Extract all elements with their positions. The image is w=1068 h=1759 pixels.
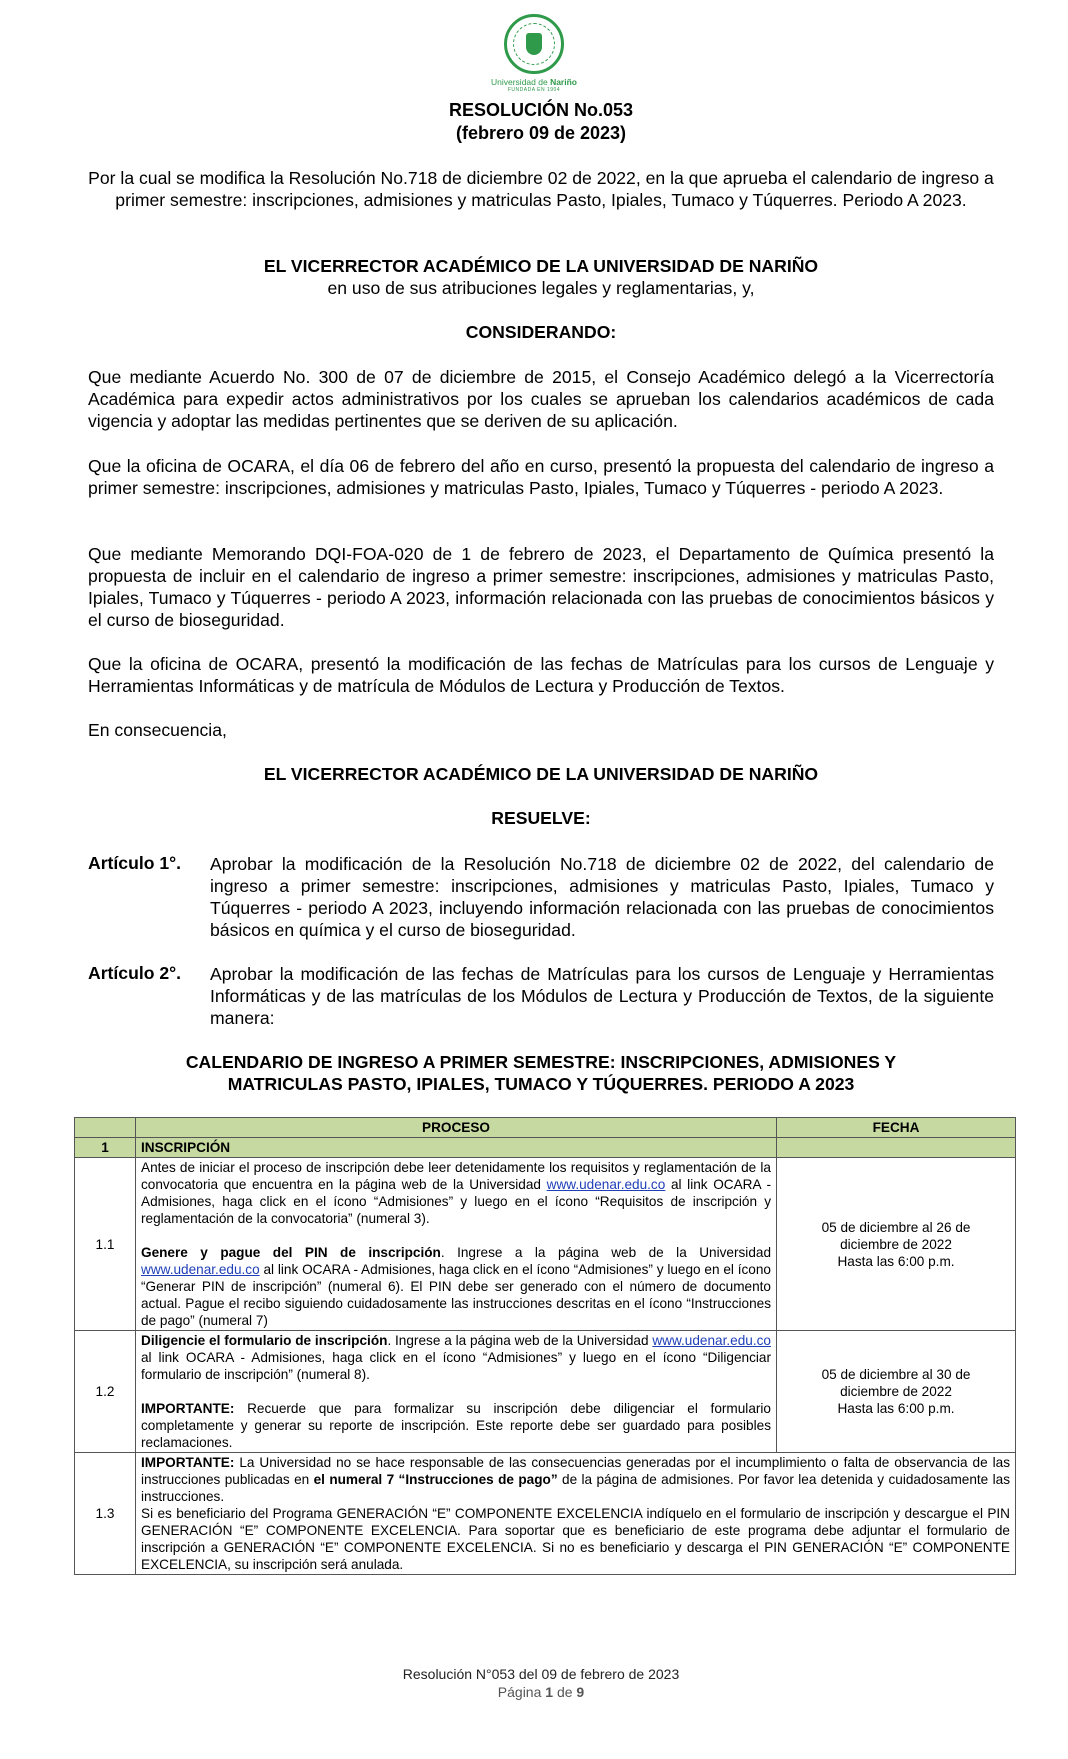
article-1-label: Artículo 1°. [88, 853, 182, 873]
table-row [75, 1331, 1016, 1453]
considerando-paragraph-4: Que la oficina de OCARA, presentó la modificación de las fechas de Matrículas para los cursos de Lenguaje y Herramientas Informáticas y de matrícula de Módulos de Lectura y Producción de Textos. [88, 654, 994, 696]
section-row [75, 1138, 1016, 1158]
article-2-label: Artículo 2°. [88, 963, 182, 983]
authority-title: EL VICERRECTOR ACADÉMICO DE LA UNIVERSIDAD DE NARIÑO [263, 256, 819, 276]
column-header-fecha: FECHA [777, 1118, 1016, 1138]
considerando-paragraph-1: Que mediante Acuerdo No. 300 de 07 de diciembre de 2015, el Consejo Académico delegó a la Vicerrectoría Académica para expedir actos administrativos por los cuales se aprueban los calendarios académicos de cada vigencia y adoptar las medidas pertinentes que se deriven de su aplicación. [88, 367, 994, 431]
udenar-link[interactable]: www.udenar.edu.co [652, 1333, 771, 1348]
considerando-paragraph-2: Que la oficina de OCARA, el día 06 de febrero del año en curso, presentó la propuesta del calendario de ingreso a primer semestre: inscripciones, admisiones y matriculas Pasto, Ipiales, Tumaco y Túquerres - periodo A 2023. [88, 456, 994, 498]
row-process: Antes de iniciar el proceso de inscripción debe leer detenidamente los requisitos y reglamentación de la convocatoria que encuentra en la página web de la Universidad www.udenar.edu.co al link OCARA - Admisiones, haga click en el ícono “Admisiones” y luego en el ícono “Requisitos de inscripción y reglamentación de la convocatoria” (numeral 3). Genere y pague del PIN de inscripción. Ingrese a la página web de la Universidad www.udenar.edu.co al link OCARA - Admisiones, haga click en el ícono “Admisiones” y luego en el ícono “Generar PIN de inscripción” (numeral 6). El PIN debe ser generado con el número de documento actual. Pague el recibo siguiendo cuidadosamente las instrucciones descritas en el ícono “Instrucciones de pago” (numeral 7) [136, 1158, 777, 1331]
considerando-heading: CONSIDERANDO: [465, 322, 617, 342]
authority-subtitle: en uso de sus atribuciones legales y reglamentarias, y, [327, 278, 755, 298]
row-process: Diligencie el formulario de inscripción. Ingrese a la página web de la Universidad www.udenar.edu.co al link OCARA - Admisiones, haga click en el ícono “Admisiones” y luego en el ícono “Diligenciar formulario de inscripción” (numeral 8). IMPORTANTE: Recuerde que para formalizar su inscripción debe diligenciar el formulario completamente y generar su reporte de inscripción. Este reporte debe ser guardado para posibles reclamaciones. [136, 1331, 777, 1453]
footer-page-number: Página 1 de 9 [497, 1684, 585, 1700]
article-2-text: Aprobar la modificación de las fechas de Matrículas para los cursos de Lenguaje y Herramientas Informáticas y de las matrículas de los Módulos de Lectura y Producción de Textos, de la siguiente manera: [210, 964, 994, 1028]
row-date: 05 de diciembre al 30 de diciembre de 2022 Hasta las 6:00 p.m. [777, 1331, 1016, 1453]
row-number: 1.2 [75, 1331, 136, 1453]
section-number: 1 [75, 1138, 136, 1158]
row-number: 1.3 [75, 1453, 136, 1575]
column-header-proceso: PROCESO [136, 1118, 777, 1138]
resolution-summary: Por la cual se modifica la Resolución No.718 de diciembre 02 de 2022, en la que aprueba el calendario de ingreso a primer semestre: inscripciones, admisiones y matriculas Pasto, Ipiales, Tumaco y Túquerres. Periodo A 2023. [88, 168, 994, 210]
considerando-paragraph-5: En consecuencia, [88, 720, 227, 740]
table-row [75, 1453, 1016, 1575]
row-process: IMPORTANTE: La Universidad no se hace responsable de las consecuencias generadas por el incumplimiento o falta de observancia de las instrucciones publicadas en el numeral 7 “Instrucciones de pago” de la página de admisiones. Por favor lea detenida y cuidadosamente las instrucciones. Si es beneficiario del Programa GENERACIÓN “E” COMPONENTE EXCELENCIA indíquelo en el formulario de inscripción y descargue el PIN GENERACIÓN “E” COMPONENTE EXCELENCIA. Para soportar que es beneficiario de este programa debe adjuntar el formulario de inscripción a GENERACIÓN “E” COMPONENTE EXCELENCIA. Si no es beneficiario y descarga el PIN GENERACIÓN “E” COMPONENTE EXCELENCIA, su inscripción será anulada. [136, 1453, 1016, 1575]
calendar-title: CALENDARIO DE INGRESO A PRIMER SEMESTRE: INSCRIPCIONES, ADMISIONES Y MATRICULAS PASTO, IPIALES, TUMACO Y TÚQUERRES. PERIODO A 2023 [185, 1052, 897, 1094]
udenar-link[interactable]: www.udenar.edu.co [141, 1262, 260, 1277]
row-number: 1.1 [75, 1158, 136, 1331]
university-seal-icon [504, 14, 564, 74]
university-logo [491, 14, 577, 93]
table-row [75, 1158, 1016, 1331]
resuelve-authority: EL VICERRECTOR ACADÉMICO DE LA UNIVERSIDAD DE NARIÑO [263, 764, 819, 784]
logo-subtitle: FUNDADA EN 1904 [507, 87, 561, 93]
section-label: INSCRIPCIÓN [136, 1138, 777, 1158]
resolution-date: (febrero 09 de 2023) [455, 123, 627, 143]
considerando-paragraph-3: Que mediante Memorando DQI-FOA-020 de 1 de febrero de 2023, el Departamento de Química presentó la propuesta de incluir en el calendario de ingreso a primer semestre: inscripciones, admisiones y matriculas Pasto, Ipiales, Tumaco y Túquerres - periodo A 2023, información relacionada con las pruebas de conocimientos básicos y el curso de bioseguridad. [88, 544, 994, 630]
resuelve-heading: RESUELVE: [491, 808, 591, 828]
table-header-row [75, 1118, 1016, 1138]
calendar-table [74, 1117, 1016, 1575]
resolution-title: RESOLUCIÓN No.053 [448, 100, 634, 120]
udenar-link[interactable]: www.udenar.edu.co [546, 1177, 666, 1192]
article-1-text: Aprobar la modificación de la Resolución No.718 de diciembre 02 de 2022, del calendario de ingreso a primer semestre: inscripciones, admisiones y matriculas Pasto, Ipiales, Tumaco y Túquerres - periodo A 2023, incluyendo información relacionada con las pruebas de conocimientos básicos en química y el curso de bioseguridad. [210, 854, 994, 940]
row-date: 05 de diciembre al 26 de diciembre de 2022 Hasta las 6:00 p.m. [777, 1158, 1016, 1331]
footer-resolution: Resolución N°053 del 09 de febrero de 2023 [402, 1666, 680, 1682]
logo-university-name: Universidad de Nariño [491, 77, 577, 87]
